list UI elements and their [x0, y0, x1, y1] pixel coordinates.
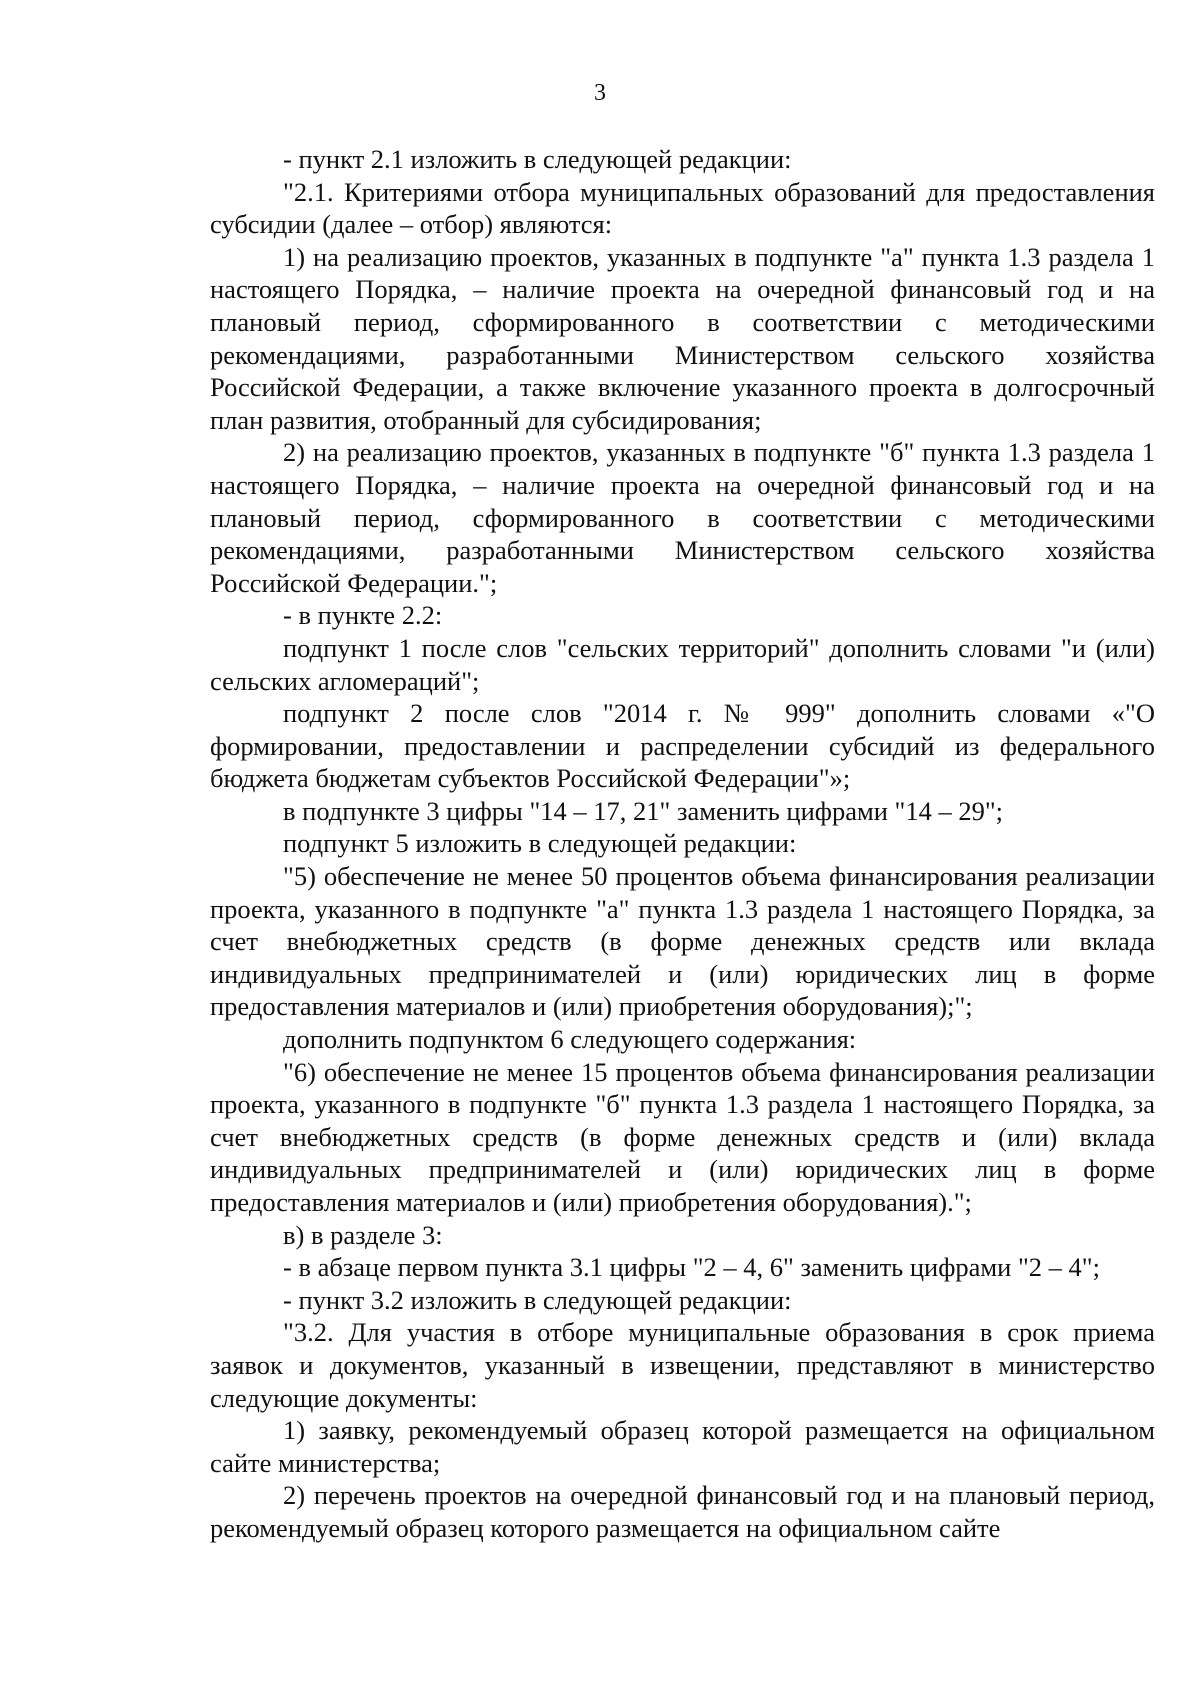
paragraph: - в абзаце первом пункта 3.1 цифры "2 – 4, 6" заменить цифрами "2 – 4";	[283, 1252, 1100, 1283]
paragraph: дополнить подпунктом 6 следующего содержания:	[283, 1024, 857, 1055]
paragraph: 1) заявку, рекомендуемый образец которой размещается на официальном сайте министерства;	[210, 1415, 1155, 1478]
document-body	[210, 143, 1155, 1545]
paragraph: 1) на реализацию проектов, указанных в подпункте "а" пункта 1.3 раздела 1 настоящего Порядка, – наличие проекта на очередной финансовый год и на плановый период, сформированного в соответствии с методическими рекомендациями, разработанными Министерством сельского хозяйства Российской Федерации, а также включение указанного проекта в долгосрочный план развития, отобранный для субсидирования;	[210, 241, 1155, 435]
paragraph: - в пункте 2.2:	[283, 600, 443, 631]
paragraph: в) в разделе 3:	[283, 1219, 443, 1250]
page-number: 3	[594, 80, 606, 106]
paragraph: "2.1. Критериями отбора муниципальных образований для предоставления субсидии (далее – отбор) являются:	[210, 176, 1155, 240]
paragraph: в подпункте 3 цифры "14 – 17, 21" заменить цифрами "14 – 29";	[283, 795, 1004, 826]
paragraph: "6) обеспечение не менее 15 процентов объема финансирования реализации проекта, указанного в подпункте "б" пункта 1.3 раздела 1 настоящего Порядка, за счет внебюджетных средств (в форме денежных средств и (или) вклада индивидуальных предпринимателей и (или) юридических лиц в форме предоставления материалов и (или) приобретения оборудования).";	[210, 1056, 1155, 1217]
paragraph: подпункт 5 изложить в следующей редакции:	[283, 828, 797, 859]
paragraph: 2) на реализацию проектов, указанных в подпункте "б" пункта 1.3 раздела 1 настоящего Порядка, – наличие проекта на очередной финансовый год и на плановый период, сформированного в соответствии с методическими рекомендациями, разработанными Министерством сельского хозяйства Российской Федерации.";	[210, 437, 1155, 598]
paragraph: - пункт 3.2 изложить в следующей редакции:	[283, 1284, 792, 1315]
paragraph: "5) обеспечение не менее 50 процентов объема финансирования реализации проекта, указанного в подпункте "а" пункта 1.3 раздела 1 настоящего Порядка, за счет внебюджетных средств (в форме денежных средств или вклада индивидуальных предпринимателей и (или) юридических лиц в форме предоставления материалов и (или) приобретения оборудования);";	[210, 861, 1155, 1022]
paragraph: 2) перечень проектов на очередной финансовый год и на плановый период, рекомендуемый образец которого размещается на официальном сайте	[210, 1480, 1155, 1543]
paragraph: "3.2. Для участия в отборе муниципальные образования в срок приема заявок и документов, указанный в извещении, представляют в министерство следующие документы:	[210, 1317, 1155, 1413]
paragraph: - пункт 2.1 изложить в следующей редакции:	[283, 144, 792, 174]
paragraph: подпункт 2 после слов "2014 г. № 999" дополнить словами «"О формировании, предоставлении и распределении субсидий из федерального бюджета бюджетам субъектов Российской Федерации"»;	[210, 698, 1155, 794]
paragraph: подпункт 1 после слов "сельских территорий" дополнить словами "и (или) сельских агломераций";	[210, 632, 1155, 696]
